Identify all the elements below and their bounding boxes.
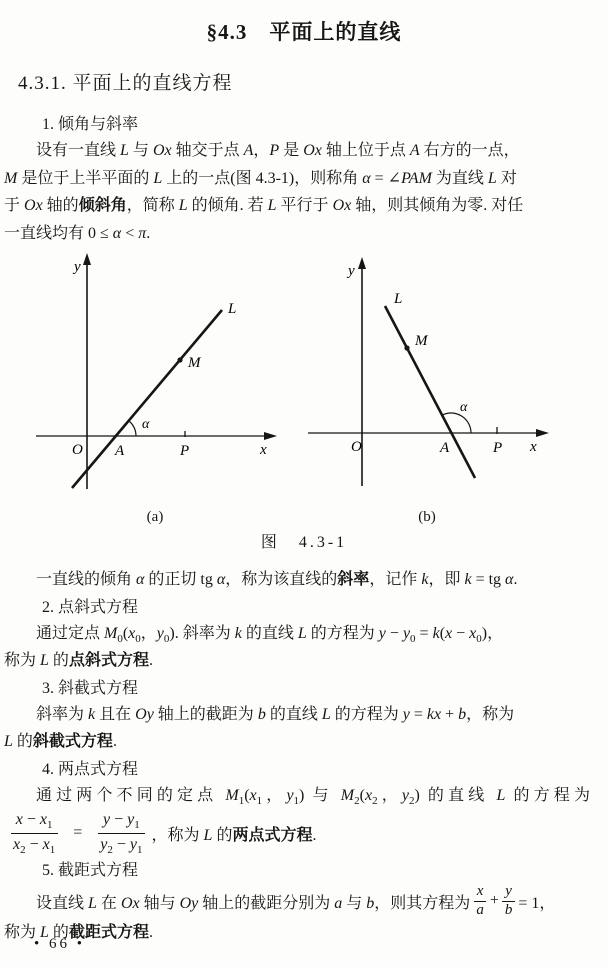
text-segment: b	[504, 901, 513, 918]
text-segment: <	[121, 224, 139, 242]
item-heading-4: 4. 两点式方程	[42, 760, 139, 778]
text-segment: 斜率	[337, 571, 370, 588]
text-segment: =	[415, 624, 433, 642]
paragraph-line	[0, 620, 608, 648]
text-segment: )，	[481, 624, 504, 642]
text-segment: k	[234, 624, 242, 642]
paragraph-line	[0, 782, 608, 810]
text-segment: 右方的一点，	[419, 142, 520, 159]
text-segment: k	[421, 571, 429, 588]
fraction-x-over-a	[473, 883, 487, 920]
text-segment: .	[148, 924, 153, 941]
text-segment: α	[505, 571, 514, 588]
text-segment: π	[138, 224, 147, 242]
text-segment: 是位于上半平面的	[17, 169, 154, 187]
text-segment: 设直线	[36, 894, 89, 912]
paragraph-line	[0, 728, 608, 756]
angle-arc	[129, 421, 136, 436]
text-segment: a	[476, 901, 484, 918]
text-segment: L	[203, 826, 213, 844]
text-segment: x	[39, 810, 47, 828]
text-segment: 1	[47, 818, 53, 831]
text-segment: = 1，	[518, 894, 556, 912]
text-segment: 斜率为	[36, 705, 89, 723]
text-segment: 的	[12, 733, 33, 750]
item-heading-3: 3. 斜截式方程	[42, 679, 139, 697]
text-segment: Ox	[332, 197, 352, 214]
text-segment: α	[112, 224, 122, 242]
text-segment: y	[156, 624, 164, 642]
text-segment: 一直线的倾角	[36, 571, 137, 588]
text-segment: .	[513, 571, 518, 588]
text-segment: 通过两个不同的定点	[36, 786, 226, 804]
line-l-label: L	[394, 291, 403, 307]
text-segment: 平行于	[276, 197, 333, 214]
page-number: • 66 •	[34, 936, 86, 952]
fraction-y-over-b	[502, 883, 516, 920]
text-segment: 的	[48, 652, 69, 669]
text-segment: a	[334, 894, 343, 912]
text-segment: 的	[48, 924, 69, 941]
text-segment: L	[153, 169, 163, 187]
text-segment: 0	[135, 632, 141, 645]
text-segment: −	[110, 810, 128, 828]
text-segment: 的直线	[265, 705, 322, 723]
text-segment: ，	[253, 142, 270, 159]
equation-lead	[36, 890, 470, 913]
text-segment: 设有一直线	[36, 142, 121, 159]
text-segment: y	[100, 835, 108, 853]
point-m-dot	[177, 357, 182, 362]
point-p-label: P	[493, 440, 503, 456]
text-segment: 上的一点(图 4.3-1)，则称角	[162, 169, 363, 187]
text-segment: y	[286, 786, 294, 804]
text-segment: = tg	[471, 571, 506, 588]
figure-b-sublabel: (b)	[418, 509, 436, 525]
text-segment: P	[269, 142, 280, 159]
text-segment: M	[4, 169, 18, 187]
text-segment: 的	[212, 826, 233, 844]
text-segment: ，	[377, 786, 402, 804]
text-segment: ，则其方程为	[374, 894, 471, 912]
fraction-denominator	[8, 834, 60, 856]
text-segment: Ox	[24, 197, 43, 214]
text-segment: −	[452, 624, 470, 642]
point-m-dot	[404, 345, 409, 350]
item-heading-5: 5. 截距式方程	[42, 862, 139, 879]
text-segment: 1	[293, 794, 300, 807]
text-segment: ) 的直线	[414, 786, 497, 804]
text-segment: L	[120, 142, 129, 159]
paragraph-line	[0, 220, 608, 248]
text-segment: PAM	[401, 169, 432, 187]
text-segment: (	[439, 624, 446, 642]
text-segment: 轴与	[139, 894, 180, 912]
figure-row	[0, 251, 608, 528]
item-heading-1: 1. 倾角与斜率	[42, 116, 139, 133]
fraction-denominator	[95, 834, 147, 856]
text-segment: y	[103, 810, 111, 828]
text-segment: α	[136, 571, 145, 588]
text-segment: Oy	[135, 705, 154, 723]
text-segment: x	[128, 624, 136, 642]
text-segment: 一直线均有 0 ≤	[4, 224, 113, 242]
text-segment: k	[464, 571, 472, 588]
text-segment: 0	[117, 632, 123, 645]
text-segment: kx	[426, 705, 442, 723]
text-segment: .	[112, 733, 117, 750]
text-segment: 为直线	[431, 169, 488, 187]
text-segment: ，记作	[369, 571, 422, 588]
fraction-y	[95, 811, 147, 856]
text-segment: .	[312, 826, 317, 844]
text-segment: 0	[163, 632, 170, 645]
text-segment: x	[249, 786, 257, 804]
text-segment: 1	[134, 818, 140, 831]
plus-sign: +	[489, 892, 499, 909]
item-heading-2: 2. 点斜式方程	[42, 598, 139, 616]
text-segment: b	[366, 894, 375, 912]
text-segment: 1	[238, 794, 245, 807]
text-segment: −	[112, 835, 130, 853]
text-segment: 2	[20, 843, 26, 856]
paragraph-line	[0, 919, 608, 947]
fraction-denominator	[473, 902, 487, 920]
text-segment: 1	[137, 843, 143, 856]
text-segment: y	[505, 882, 512, 899]
fraction-numerator	[502, 883, 515, 902]
equals-sign: =	[73, 824, 83, 841]
figure-a-sublabel: (a)	[146, 509, 164, 525]
paragraph-line	[0, 137, 608, 165]
line-l-label: L	[228, 301, 237, 317]
text-segment: ，简称	[126, 197, 179, 214]
y-axis-arrow-icon	[83, 253, 91, 265]
paragraph-line	[0, 165, 608, 193]
text-segment: 在	[96, 894, 121, 912]
text-segment: (	[359, 786, 365, 804]
figure-a-plot	[30, 251, 280, 501]
text-segment: ，	[140, 624, 157, 642]
fraction-x	[8, 811, 60, 856]
y-axis-label: y	[74, 259, 81, 275]
text-segment: 称为	[4, 924, 41, 941]
equation-tail	[518, 890, 555, 913]
text-segment: L	[297, 624, 307, 642]
point-m-label: M	[415, 333, 428, 349]
text-segment: L	[40, 924, 49, 941]
text-segment: M	[225, 786, 239, 804]
text-segment: +	[441, 705, 459, 723]
text-segment: 且在	[95, 705, 136, 723]
section-heading: 4.3.1. 平面上的直线方程	[18, 73, 233, 94]
text-segment: x	[364, 786, 373, 804]
text-segment: 称为	[4, 652, 41, 669]
text-segment: 的倾角. 若	[187, 197, 268, 214]
intercept-equation-line	[0, 883, 608, 919]
fraction-denominator	[502, 902, 516, 920]
y-axis-arrow-icon	[358, 257, 366, 269]
text-segment: A	[243, 142, 254, 159]
text-segment: A	[409, 142, 420, 159]
text-segment: (	[122, 624, 129, 642]
text-segment: α	[216, 571, 226, 588]
text-segment: y	[127, 810, 135, 828]
text-segment: 2	[408, 794, 415, 807]
text-segment: L	[40, 652, 49, 669]
text-segment: Ox	[120, 894, 140, 912]
point-a-label: A	[440, 440, 450, 456]
x-axis-label: x	[530, 439, 537, 455]
figure-b-plot	[302, 251, 552, 501]
text-segment: b	[458, 705, 467, 723]
text-segment: 倾斜角	[78, 197, 127, 214]
text-segment: b	[257, 705, 266, 723]
text-segment: −	[22, 810, 40, 828]
text-segment: ，称为该直线的	[225, 571, 338, 588]
equation-tail	[152, 822, 317, 845]
page-title: §4.3 平面上的直线	[206, 20, 402, 44]
paragraph-line	[0, 701, 608, 729]
text-segment: = ∠	[370, 169, 402, 187]
text-segment: ，	[262, 786, 287, 804]
x-axis-arrow-icon	[536, 429, 549, 437]
text-segment: 截距式方程	[68, 924, 149, 941]
text-segment: 轴上位于点	[321, 142, 410, 159]
text-segment: α	[362, 169, 371, 187]
text-segment: Ox	[152, 142, 172, 159]
line-l	[72, 310, 222, 488]
text-segment: ，即	[428, 571, 465, 588]
text-segment: 2	[107, 843, 113, 856]
paragraph-line	[0, 566, 608, 594]
text-segment: ) 与	[299, 786, 341, 804]
figure-b	[302, 251, 552, 528]
text-segment: 轴的	[42, 197, 79, 214]
text-segment: Ox	[303, 142, 322, 159]
text-segment: 与	[342, 894, 367, 912]
text-segment: 1	[256, 794, 263, 807]
angle-label: α	[142, 417, 150, 432]
text-segment: L	[487, 169, 497, 187]
text-segment: x	[476, 882, 484, 899]
text-segment: x	[469, 624, 477, 642]
text-segment: .	[148, 652, 153, 669]
text-segment: M	[340, 786, 355, 804]
point-a-label: A	[115, 443, 125, 459]
text-segment: 点斜式方程	[68, 652, 149, 669]
text-segment: L	[321, 705, 331, 723]
text-segment: (	[244, 786, 250, 804]
text-segment: 轴上的截距分别为	[198, 894, 335, 912]
point-p-label: P	[180, 443, 190, 459]
text-segment: 2	[354, 794, 360, 807]
origin-label: O	[351, 439, 362, 455]
text-segment: 0	[410, 632, 416, 645]
text-segment: 轴，则其倾角为零. 对任	[351, 197, 524, 214]
paragraph-line	[0, 192, 608, 220]
origin-label: O	[72, 442, 83, 458]
paragraph-line	[0, 647, 608, 675]
text-segment: 与	[128, 142, 153, 159]
text-segment: y	[378, 624, 386, 642]
text-segment: L	[4, 733, 13, 750]
text-segment: 的方程为	[306, 624, 379, 642]
text-segment: L	[496, 786, 506, 804]
text-segment: −	[385, 624, 403, 642]
text-segment: 轴上的截距为	[153, 705, 258, 723]
text-segment: y	[401, 786, 409, 804]
text-segment: 的正切 tg	[144, 571, 217, 588]
line-l	[385, 306, 475, 478]
text-segment: 轴交于点	[171, 142, 244, 159]
text-segment: 斜截式方程	[32, 733, 113, 750]
text-segment: k	[88, 705, 96, 723]
fraction-numerator	[98, 811, 145, 834]
text-segment: 两点式方程	[232, 826, 313, 844]
text-segment: 1	[49, 843, 56, 856]
text-segment: x	[445, 624, 453, 642]
text-segment: x	[15, 810, 23, 828]
text-segment: Oy	[179, 894, 199, 912]
text-segment: ). 斜率为	[169, 624, 235, 642]
x-axis-label: x	[260, 442, 267, 458]
text-segment: x	[42, 835, 50, 853]
text-segment: L	[88, 894, 97, 912]
two-point-equation	[0, 809, 608, 857]
text-segment: −	[25, 835, 43, 853]
text-segment: ，称为	[466, 705, 515, 723]
point-m-label: M	[188, 355, 201, 371]
text-segment: 的方程为	[505, 786, 590, 804]
text-segment: .	[146, 224, 151, 242]
fraction-numerator	[11, 811, 58, 834]
text-segment: 2	[372, 794, 378, 807]
text-segment: x	[13, 835, 21, 853]
fraction-numerator	[474, 883, 487, 902]
text-segment: y	[402, 705, 410, 723]
figure-a	[30, 251, 280, 528]
text-segment: 于	[4, 197, 25, 214]
text-segment: 是	[279, 142, 304, 159]
text-segment: 0	[476, 632, 482, 645]
text-segment: =	[409, 705, 427, 723]
text-segment: y	[129, 835, 138, 853]
text-segment: k	[432, 624, 440, 642]
text-segment: 通过定点	[36, 624, 105, 642]
text-segment: L	[178, 197, 188, 214]
text-segment: L	[267, 197, 277, 214]
y-axis-label: y	[348, 263, 355, 279]
x-axis-arrow-icon	[264, 432, 277, 440]
figure-caption: 图 4.3-1	[260, 534, 348, 551]
text-segment: y	[402, 624, 411, 642]
text-segment: 的方程为	[330, 705, 403, 723]
angle-label: α	[460, 400, 468, 415]
text-segment: M	[104, 624, 118, 642]
text-segment: 对	[496, 169, 517, 187]
text-segment: ，称为	[151, 826, 204, 844]
text-segment: 的直线	[241, 624, 298, 642]
